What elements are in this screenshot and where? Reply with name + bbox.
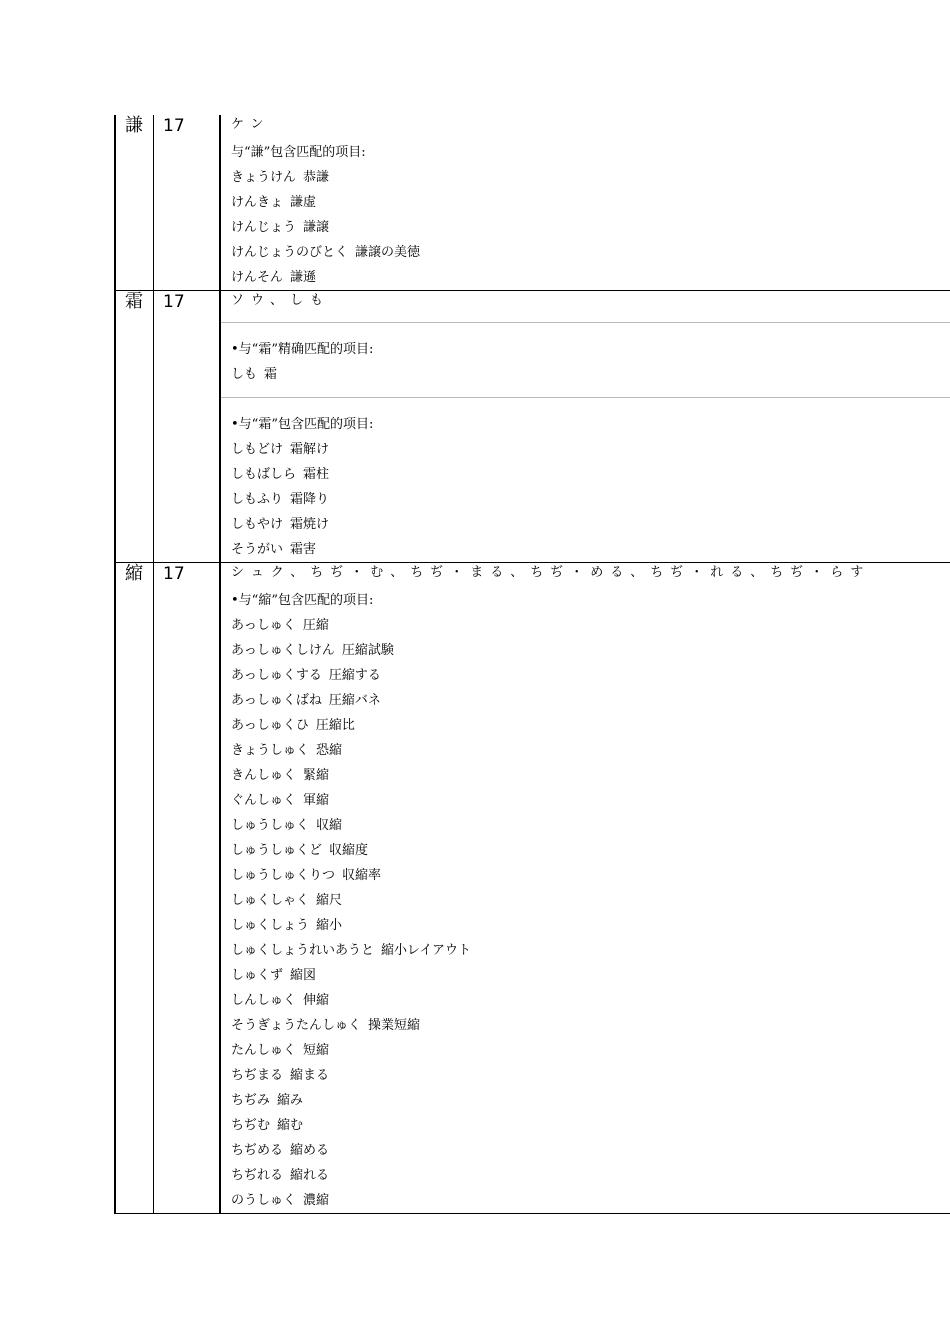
word-kana: あっしゅくしけん xyxy=(231,643,335,658)
entry-content xyxy=(220,563,950,1214)
match-group-heading: 与“謙”包含匹配的项目: xyxy=(231,145,366,160)
word-kanji: 霜焼け xyxy=(290,517,330,532)
word-kanji: 縮む xyxy=(277,1118,304,1133)
entry-row xyxy=(115,115,950,291)
word-kanji: 短縮 xyxy=(303,1043,330,1058)
word-kana: しゅくず xyxy=(231,968,284,983)
word-kana: けんそん xyxy=(231,270,284,285)
word-kanji: 縮図 xyxy=(290,968,317,983)
word-kanji: 収縮 xyxy=(316,818,343,833)
word-kanji: 謙虚 xyxy=(290,195,317,210)
word-item xyxy=(231,813,950,838)
word-item xyxy=(231,863,950,888)
word-kana: しゅうしゅく xyxy=(231,818,310,833)
word-kanji: 操業短縮 xyxy=(368,1018,421,1033)
match-group-heading: •与“霜”精确匹配的项目: xyxy=(231,342,374,357)
word-item xyxy=(231,512,950,537)
word-kana: そうぎょうたんしゅく xyxy=(231,1018,362,1033)
word-kanji: 霜柱 xyxy=(303,467,330,482)
word-kana: しもふり xyxy=(231,492,284,507)
group-divider xyxy=(221,322,950,323)
match-group-heading: •与“縮”包含匹配的项目: xyxy=(231,593,374,608)
word-item xyxy=(231,537,950,562)
word-kana: あっしゅくひ xyxy=(231,718,309,733)
word-kana: きょうけん xyxy=(231,170,297,185)
word-kana: けんきょ xyxy=(231,195,284,210)
word-kana: しゅくしゃく xyxy=(231,893,310,908)
word-kanji: 謙譲の美徳 xyxy=(355,245,421,260)
entry-kanji: 霜 xyxy=(115,291,154,563)
word-kana: しゅうしゅくりつ xyxy=(231,868,336,883)
word-item xyxy=(231,913,950,938)
entry-row xyxy=(115,291,950,563)
word-item xyxy=(231,1113,950,1138)
word-kana: しも xyxy=(231,367,258,382)
entry-kanji: 縮 xyxy=(115,563,154,1214)
word-item xyxy=(231,487,950,512)
word-item xyxy=(231,1038,950,1063)
word-kana: あっしゅく xyxy=(231,618,296,633)
entry-stroke-count: 17 xyxy=(154,115,221,291)
word-item xyxy=(231,362,950,387)
word-kana: けんじょう xyxy=(231,220,297,235)
word-kanji: 圧縮 xyxy=(302,618,329,633)
word-item xyxy=(231,1063,950,1088)
word-kanji: 圧縮バネ xyxy=(328,693,381,708)
kanji-table-body xyxy=(115,115,950,1214)
word-item xyxy=(231,165,950,190)
word-item xyxy=(231,437,950,462)
word-item xyxy=(231,738,950,763)
word-kana: ちぢむ xyxy=(231,1118,271,1133)
word-kanji: 圧縮試験 xyxy=(341,643,394,658)
word-item xyxy=(231,1088,950,1113)
word-item xyxy=(231,763,950,788)
word-kana: ぐんしゅく xyxy=(231,793,297,808)
word-item xyxy=(231,713,950,738)
entry-kanji: 謙 xyxy=(115,115,154,291)
word-kanji: 霜解け xyxy=(290,442,330,457)
group-divider xyxy=(221,397,950,398)
entry-reading: ソウ、しも xyxy=(231,293,330,308)
word-kana: そうがい xyxy=(231,542,284,557)
entry-stroke-count: 17 xyxy=(154,291,221,563)
match-group-heading: •与“霜”包含匹配的项目: xyxy=(231,417,374,432)
word-item xyxy=(231,938,950,963)
word-item xyxy=(231,215,950,240)
word-kana: しんしゅく xyxy=(231,993,297,1008)
word-kanji: 収縮度 xyxy=(329,843,369,858)
word-item xyxy=(231,988,950,1013)
word-kanji: 伸縮 xyxy=(303,993,330,1008)
word-kanji: 恐縮 xyxy=(316,743,343,758)
word-kanji: 恭謙 xyxy=(303,170,330,185)
entry-reading: シュク、ちぢ・む、ちぢ・まる、ちぢ・める、ちぢ・れる、ちぢ・らす xyxy=(231,565,871,580)
word-kanji: 緊縮 xyxy=(303,768,330,783)
word-kanji: 縮まる xyxy=(290,1068,330,1083)
word-kana: ちぢれる xyxy=(231,1168,284,1183)
word-kanji: 縮れる xyxy=(290,1168,330,1183)
word-kanji: 縮尺 xyxy=(316,893,343,908)
word-item xyxy=(231,190,950,215)
word-item xyxy=(231,688,950,713)
entry-content xyxy=(220,291,950,563)
word-item xyxy=(231,265,950,290)
entry-stroke-count: 17 xyxy=(154,563,221,1214)
word-kanji: 霜害 xyxy=(290,542,317,557)
word-kana: しゅうしゅくど xyxy=(231,843,323,858)
word-kanji: 縮小レイアウト xyxy=(381,943,471,958)
word-item xyxy=(231,1138,950,1163)
word-item xyxy=(231,838,950,863)
word-item xyxy=(231,663,950,688)
word-kana: ちぢまる xyxy=(231,1068,284,1083)
word-kanji: 謙遜 xyxy=(290,270,317,285)
word-kanji: 圧縮比 xyxy=(315,718,355,733)
word-kana: あっしゅくばね xyxy=(231,693,322,708)
entry-reading: ケン xyxy=(231,117,271,132)
word-kana: けんじょうのびとく xyxy=(231,245,349,260)
word-item xyxy=(231,788,950,813)
word-kana: しもやけ xyxy=(231,517,284,532)
word-kanji: 縮み xyxy=(277,1093,304,1108)
word-item xyxy=(231,1013,950,1038)
word-kana: ちぢみ xyxy=(231,1093,271,1108)
word-kanji: 濃縮 xyxy=(303,1193,330,1208)
word-item xyxy=(231,613,950,638)
word-kanji: 霜降り xyxy=(290,492,330,507)
entry-content xyxy=(220,115,950,291)
word-item xyxy=(231,1188,950,1213)
word-kana: きょうしゅく xyxy=(231,743,310,758)
word-item xyxy=(231,888,950,913)
word-item xyxy=(231,240,950,265)
word-kana: しもばしら xyxy=(231,467,297,482)
word-item xyxy=(231,963,950,988)
word-kanji: 霜 xyxy=(264,367,278,382)
word-kanji: 圧縮する xyxy=(328,668,381,683)
word-kana: しもどけ xyxy=(231,442,284,457)
word-kana: しゅくしょう xyxy=(231,918,310,933)
word-item xyxy=(231,462,950,487)
word-kana: のうしゅく xyxy=(231,1193,297,1208)
word-kanji: 縮小 xyxy=(316,918,343,933)
word-item xyxy=(231,638,950,663)
word-kana: あっしゅくする xyxy=(231,668,322,683)
word-kana: ちぢめる xyxy=(231,1143,284,1158)
entry-row xyxy=(115,563,950,1214)
word-item xyxy=(231,1163,950,1188)
word-kanji: 軍縮 xyxy=(303,793,330,808)
word-kana: しゅくしょうれいあうと xyxy=(231,943,375,958)
word-kanji: 謙譲 xyxy=(303,220,330,235)
word-kana: たんしゅく xyxy=(231,1043,297,1058)
word-kana: きんしゅく xyxy=(231,768,297,783)
word-kanji: 縮める xyxy=(290,1143,330,1158)
kanji-table xyxy=(114,115,950,1214)
word-kanji: 収縮率 xyxy=(342,868,382,883)
